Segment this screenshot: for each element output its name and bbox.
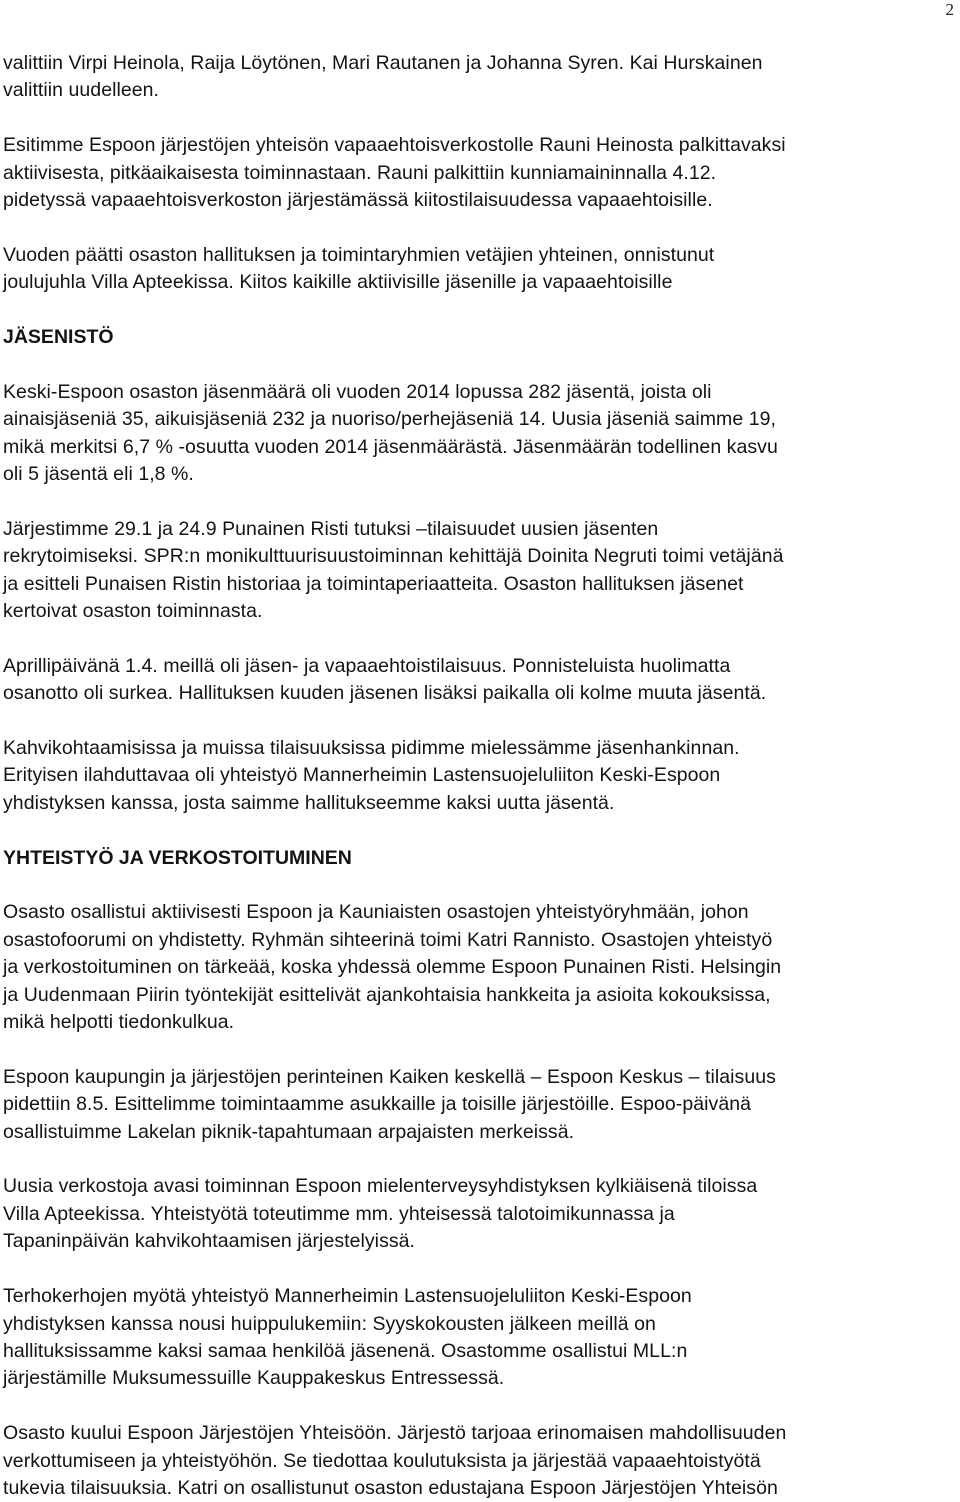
text-line: hallituksissamme kaksi samaa henkilöä jäsenenä. Osastomme osallistui MLL:n (3, 1339, 688, 1362)
page-number: 2 (945, 0, 954, 19)
text-line: osastofoorumi on yhdistetty. Ryhmän sihteerinä toimi Katri Rannisto. Osastojen yhteistyö (3, 928, 773, 951)
text-line: Kahvikohtaamisissa ja muissa tilaisuuksissa pidimme mielessämme jäsenhankinnan. (3, 737, 740, 760)
text-line: Uusia verkostoja avasi toiminnan Espoon mielenterveysyhdistyksen kylkiäisenä tiloissa (3, 1175, 758, 1198)
section-heading-membership: JÄSENISTÖ (3, 326, 114, 349)
paragraph-member-recruitment (3, 735, 948, 817)
text-line: joulujuhla Villa Apteekissa. Kiitos kaikille aktiivisille jäsenille ja vapaaehtoisille (3, 271, 673, 294)
text-line: pidetyssä vapaaehtoisverkoston järjestämässä kiitostilaisuudessa vapaaehtoisille. (3, 189, 713, 212)
text-line: yhdistyksen kanssa nousi huippulukemiin: Syyskokousten jälkeen meillä on (3, 1312, 656, 1335)
paragraph-organizations-community (3, 1420, 948, 1502)
text-line: osallistuimme Lakelan piknik-tapahtumaan arpajaisten merkeissä. (3, 1120, 575, 1143)
paragraph-member-count (3, 379, 948, 489)
text-line: rekrytoimiseksi. SPR:n monikulttuurisuustoiminnan kehittäjä Doinita Negruti toimi vetäjänä (3, 545, 784, 568)
text-line: Vuoden päätti osaston hallituksen ja toimintaryhmien vetäjien yhteinen, onnistunut (3, 243, 715, 266)
text-line: kertoivat osaston toiminnasta. (3, 600, 263, 623)
paragraph-christmas-party (3, 242, 948, 297)
paragraph-recruitment-events (3, 516, 948, 626)
text-line: Villa Apteekissa. Yhteistyötä toteutimme mm. yhteisessä talotoimikunnassa ja (3, 1202, 675, 1225)
paragraph-board-election (3, 50, 948, 105)
text-line: Aprillipäivänä 1.4. meillä oli jäsen- ja vapaaehtoistilaisuus. Ponnisteluista huolimatta (3, 654, 731, 677)
text-line: yhdistyksen kanssa, josta saimme hallitukseemme kaksi uutta jäsentä. (3, 791, 615, 814)
text-line: mikä helpotti tiedonkulkua. (3, 1011, 235, 1034)
text-line: Erityisen ilahduttavaa oli yhteistyö Mannerheimin Lastensuojeluliiton Keski-Espoon (3, 764, 721, 787)
text-line: osanotto oli surkea. Hallituksen kuuden jäsenen lisäksi paikalla oli kolme muuta jäsentä. (3, 682, 767, 705)
text-line: järjestämille Muksumessuille Kauppakeskus Entressessä. (3, 1367, 505, 1390)
text-line: Espoon kaupungin ja järjestöjen perinteinen Kaiken keskellä – Espoon Keskus – tilaisuus (3, 1065, 776, 1088)
section-heading-cooperation: YHTEISTYÖ JA VERKOSTOITUMINEN (3, 846, 352, 869)
text-line: verkottumiseen ja yhteistyöhön. Se tiedottaa koulutuksista ja järjestää vapaaehtoistyötä (3, 1449, 761, 1472)
text-line: ja esitteli Punaisen Ristin historiaa ja toimintaperiaatteita. Osaston hallituksen jäsenet (3, 572, 744, 595)
paragraph-mll-cooperation (3, 1283, 948, 1393)
text-line: aktiivisesta, pitkäaikaisesta toiminnastaan. Rauni palkittiin kunniamaininnalla 4.12. (3, 161, 717, 184)
paragraph-april-event (3, 653, 948, 708)
text-line: valittiin Virpi Heinola, Raija Löytönen, Mari Rautanen ja Johanna Syren. Kai Hurskainen (3, 52, 763, 74)
paragraph-new-networks (3, 1173, 948, 1255)
paragraph-espoo-events (3, 1064, 948, 1146)
text-line: Esitimme Espoon järjestöjen yhteisön vapaaehtoisverkostolle Rauni Heinosta palkittavaksi (3, 134, 786, 157)
text-line: Terhokerhojen myötä yhteistyö Mannerheimin Lastensuojeluliiton Keski-Espoon (3, 1285, 692, 1308)
text-line: Keski-Espoon osaston jäsenmäärä oli vuoden 2014 lopussa 282 jäsentä, joista oli (3, 380, 712, 403)
text-line: Osasto kuului Espoon Järjestöjen Yhteisöön. Järjestö tarjoaa erinomaisen mahdollisuuden (3, 1422, 787, 1445)
text-line: Järjestimme 29.1 ja 24.9 Punainen Risti tutuksi –tilaisuudet uusien jäsenten (3, 517, 659, 540)
paragraph-cooperation-group (3, 899, 948, 1036)
text-line: pidettiin 8.5. Esittelimme toimintaamme asukkaille ja toisille järjestöille. Espoo-päivänä (3, 1093, 752, 1116)
text-line: ainaisjäseniä 35, aikuisjäseniä 232 ja nuoriso/perhejäseniä 14. Uusia jäseniä saimme 19, (3, 408, 776, 431)
text-line: valittiin uudelleen. (3, 79, 160, 102)
text-line: oli 5 jäsentä eli 1,8 %. (3, 463, 194, 486)
text-line: tukevia tilaisuuksia. Katri on osallistunut osaston edustajana Espoon Järjestöjen Yhteisön (3, 1476, 778, 1499)
text-line: mikä merkitsi 6,7 % -osuutta vuoden 2014 jäsenmäärästä. Jäsenmäärän todellinen kasvu (3, 435, 778, 458)
text-line: Osasto osallistui aktiivisesti Espoon ja Kauniaisten osastojen yhteistyöryhmään, johon (3, 901, 749, 924)
text-line: ja Uudenmaan Piirin työntekijät esittelivät ajankohtaisia hankkeita ja asioita kokouksissa, (3, 983, 771, 1006)
paragraph-volunteer-award (3, 132, 948, 214)
text-line: ja verkostoituminen on tärkeää, koska yhdessä olemme Espoon Punainen Risti. Helsingin (3, 956, 782, 979)
text-line: Tapaninpäivän kahvikohtaamisen järjestelyissä. (3, 1230, 416, 1253)
document-body (3, 50, 948, 1502)
